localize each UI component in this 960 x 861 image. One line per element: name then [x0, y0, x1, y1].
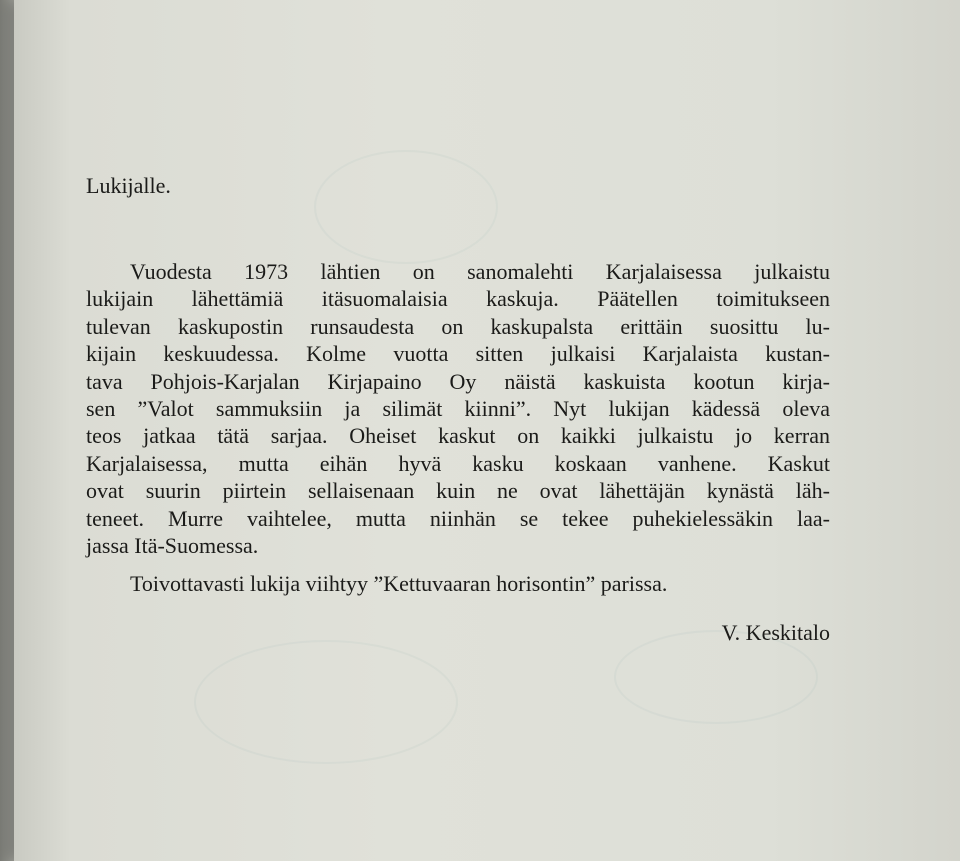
show-through-illustration — [314, 150, 498, 264]
author-signature: V. Keskitalo — [721, 620, 830, 645]
paragraph-line: kijain keskuudessa. Kolme vuotta sitten julkaisi Karjalaista kustan- — [86, 341, 830, 367]
show-through-illustration — [194, 640, 458, 764]
paragraph-line: tulevan kaskupostin runsaudesta on kaskupalsta erittäin suosittu lu- — [86, 313, 830, 339]
paragraph-line: Vuodesta 1973 lähtien on sanomalehti Karjalaisessa julkaistu — [130, 259, 830, 284]
paragraph-line: teneet. Murre vaihtelee, mutta niinhän se tekee puhekielessäkin laa- — [86, 505, 830, 531]
closing-sentence: Toivottavasti lukija viihtyy ”Kettuvaaran horisontin” parissa. — [130, 571, 668, 596]
page-heading: Lukijalle. — [86, 173, 171, 198]
paragraph-line: lukijain lähettämiä itäsuomalaisia kaskuja. Päätellen toimitukseen — [86, 286, 830, 312]
paragraph-line: jassa Itä-Suomessa. — [86, 532, 259, 558]
paragraph-line: sen ”Valot sammuksiin ja silimät kiinni”. Nyt lukijan kädessä oleva — [86, 395, 830, 421]
paragraph-line: Karjalaisessa, mutta eihän hyvä kasku koskaan vanhene. Kaskut — [86, 450, 830, 476]
paragraph-line: tava Pohjois-Karjalan Kirjapaino Oy näistä kaskuista kootun kirja- — [86, 368, 830, 394]
paragraph-line: ovat suurin piirtein sellaisenaan kuin ne ovat lähettäjän kynästä läh- — [86, 478, 830, 504]
foreword-paragraph — [86, 258, 830, 559]
paragraph-line: teos jatkaa tätä sarjaa. Oheiset kaskut on kaikki julkaistu jo kerran — [86, 423, 830, 449]
